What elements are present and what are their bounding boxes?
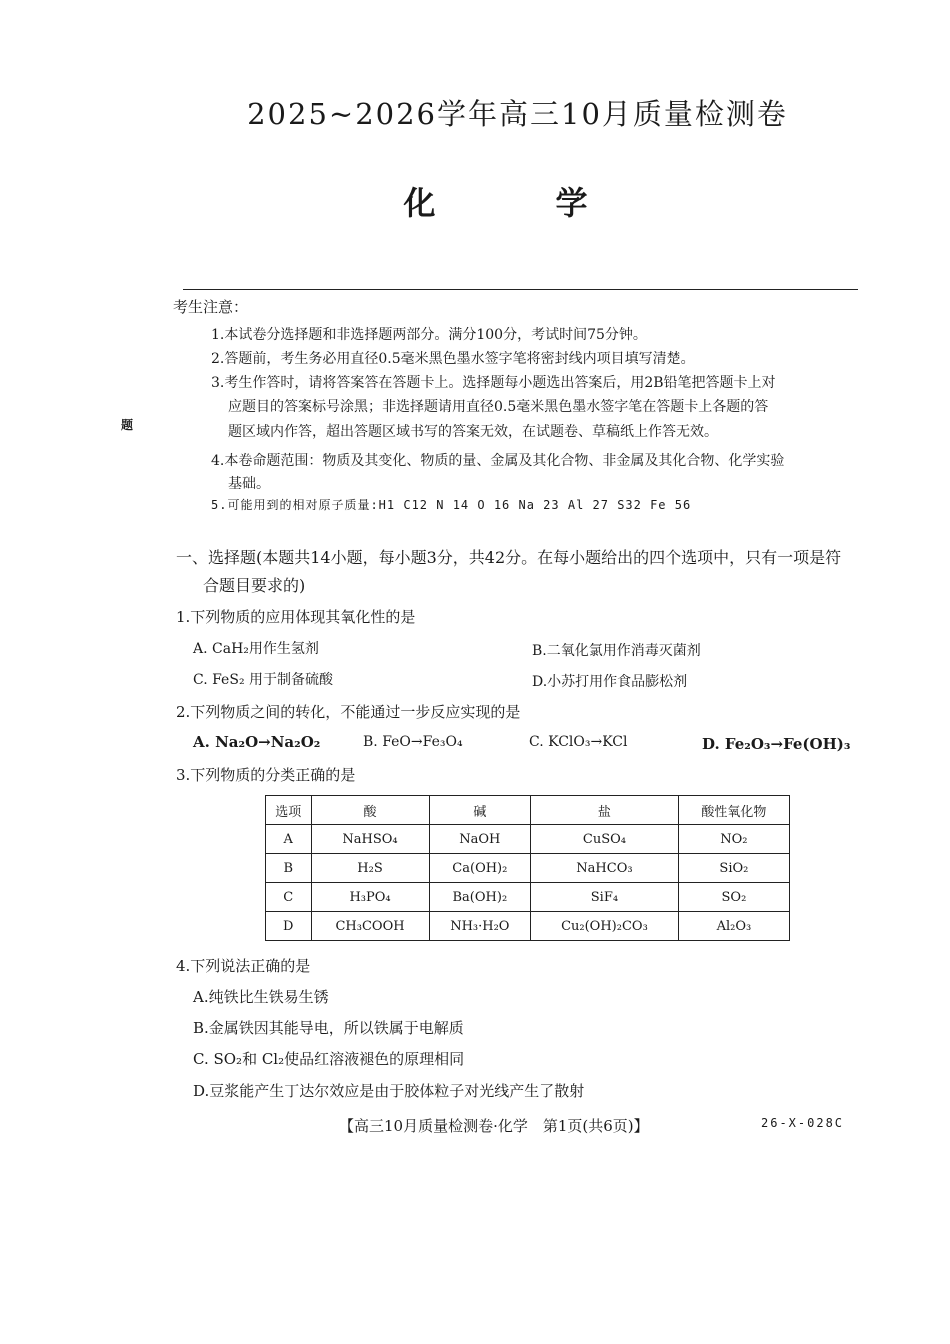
notice-item: 5.可能用到的相对原子质量:H1 C12 N 14 O 16 Na 23 Al 27 S32 Fe 56 xyxy=(211,498,692,512)
question-stem: 4.下列说法正确的是 xyxy=(176,957,311,975)
classification-table xyxy=(265,795,790,941)
question-stem: 3.下列物质的分类正确的是 xyxy=(176,766,356,784)
table-cell: A xyxy=(266,825,312,854)
table-cell: SO₂ xyxy=(678,883,789,912)
table-cell: C xyxy=(266,883,312,912)
notice-item: 题区域内作答，超出答题区域书写的答案无效，在试题卷、草稿纸上作答无效。 xyxy=(228,424,718,440)
notice-item: 2.答题前，考生务必用直径0.5毫米黑色墨水签字笔将密封线内项目填写清楚。 xyxy=(211,351,695,367)
paper-code: 26-X-028C xyxy=(761,1116,845,1130)
notice-heading: 考生注意： xyxy=(173,298,249,316)
notice-item: 3.考生作答时，请将答案答在答题卡上。选择题每小题选出答案后，用2B铅笔把答题卡上对 xyxy=(211,375,776,391)
table-cell: CuSO₄ xyxy=(531,825,679,854)
table-header-cell: 盐 xyxy=(531,796,679,825)
table-cell: Ca(OH)₂ xyxy=(429,854,531,883)
table-header-cell: 酸 xyxy=(311,796,429,825)
option-a: A.纯铁比生铁易生锈 xyxy=(193,988,329,1006)
table-row xyxy=(266,883,790,912)
notice-item: 4.本卷命题范围：物质及其变化、物质的量、金属及其化合物、非金属及其化合物、化学实验 xyxy=(211,453,785,469)
table-row xyxy=(266,854,790,883)
table-header-cell: 碱 xyxy=(429,796,531,825)
notice-item: 基础。 xyxy=(228,476,270,492)
table-cell: NaOH xyxy=(429,825,531,854)
option-b: B.二氧化氯用作消毒灭菌剂 xyxy=(532,643,701,659)
table-cell: Al₂O₃ xyxy=(678,912,789,941)
option-d: D.小苏打用作食品膨松剂 xyxy=(532,674,688,690)
option-d: D.豆浆能产生丁达尔效应是由于胶体粒子对光线产生了散射 xyxy=(193,1082,585,1100)
table-cell: D xyxy=(266,912,312,941)
option-a: A. Na₂O→Na₂O₂ xyxy=(193,733,321,751)
table-cell: SiO₂ xyxy=(678,854,789,883)
page-footer: 【高三10月质量检测卷·化学 第1页(共6页)】 xyxy=(339,1117,649,1135)
table-cell: NaHCO₃ xyxy=(531,854,679,883)
table-cell: H₃PO₄ xyxy=(311,883,429,912)
header-divider xyxy=(183,289,858,290)
table-cell: Cu₂(OH)₂CO₃ xyxy=(531,912,679,941)
notice-item: 1.本试卷分选择题和非选择题两部分。满分100分，考试时间75分钟。 xyxy=(211,327,647,343)
table-row xyxy=(266,825,790,854)
table-cell: H₂S xyxy=(311,854,429,883)
question-stem: 1.下列物质的应用体现其氧化性的是 xyxy=(176,608,416,626)
table-cell: B xyxy=(266,854,312,883)
table-row xyxy=(266,912,790,941)
question-stem: 2.下列物质之间的转化，不能通过一步反应实现的是 xyxy=(176,703,521,721)
page-title: 2025~2026学年高三10月质量检测卷 xyxy=(247,97,788,131)
table-cell: CH₃COOH xyxy=(311,912,429,941)
table-header-row xyxy=(266,796,790,825)
table-header-cell: 酸性氧化物 xyxy=(678,796,789,825)
table-cell: NO₂ xyxy=(678,825,789,854)
notice-item: 应题目的答案标号涂黑；非选择题请用直径0.5毫米黑色墨水签字笔在答题卡上各题的答 xyxy=(228,399,769,415)
binding-line-mark: 题 xyxy=(121,418,134,432)
table-cell: NaHSO₄ xyxy=(311,825,429,854)
table-header-cell: 选项 xyxy=(266,796,312,825)
table-cell: SiF₄ xyxy=(531,883,679,912)
section-heading: 一、选择题(本题共14小题，每小题3分，共42分。在每小题给出的四个选项中，只有一项是符 xyxy=(176,548,842,567)
section-heading: 合题目要求的) xyxy=(203,576,306,595)
table-cell: Ba(OH)₂ xyxy=(429,883,531,912)
option-c: C. SO₂和 Cl₂使品红溶液褪色的原理相同 xyxy=(193,1050,465,1068)
subject-title: 化 学 xyxy=(403,184,632,222)
option-b: B.金属铁因其能导电，所以铁属于电解质 xyxy=(193,1019,464,1037)
option-a: A. CaH₂用作生氢剂 xyxy=(193,641,319,657)
option-d: D. Fe₂O₃→Fe(OH)₃ xyxy=(702,735,851,753)
option-c: C. FeS₂ 用于制备硫酸 xyxy=(193,672,333,688)
option-b: B. FeO→Fe₃O₄ xyxy=(363,734,463,750)
table-cell: NH₃·H₂O xyxy=(429,912,531,941)
option-c: C. KClO₃→KCl xyxy=(529,734,628,750)
